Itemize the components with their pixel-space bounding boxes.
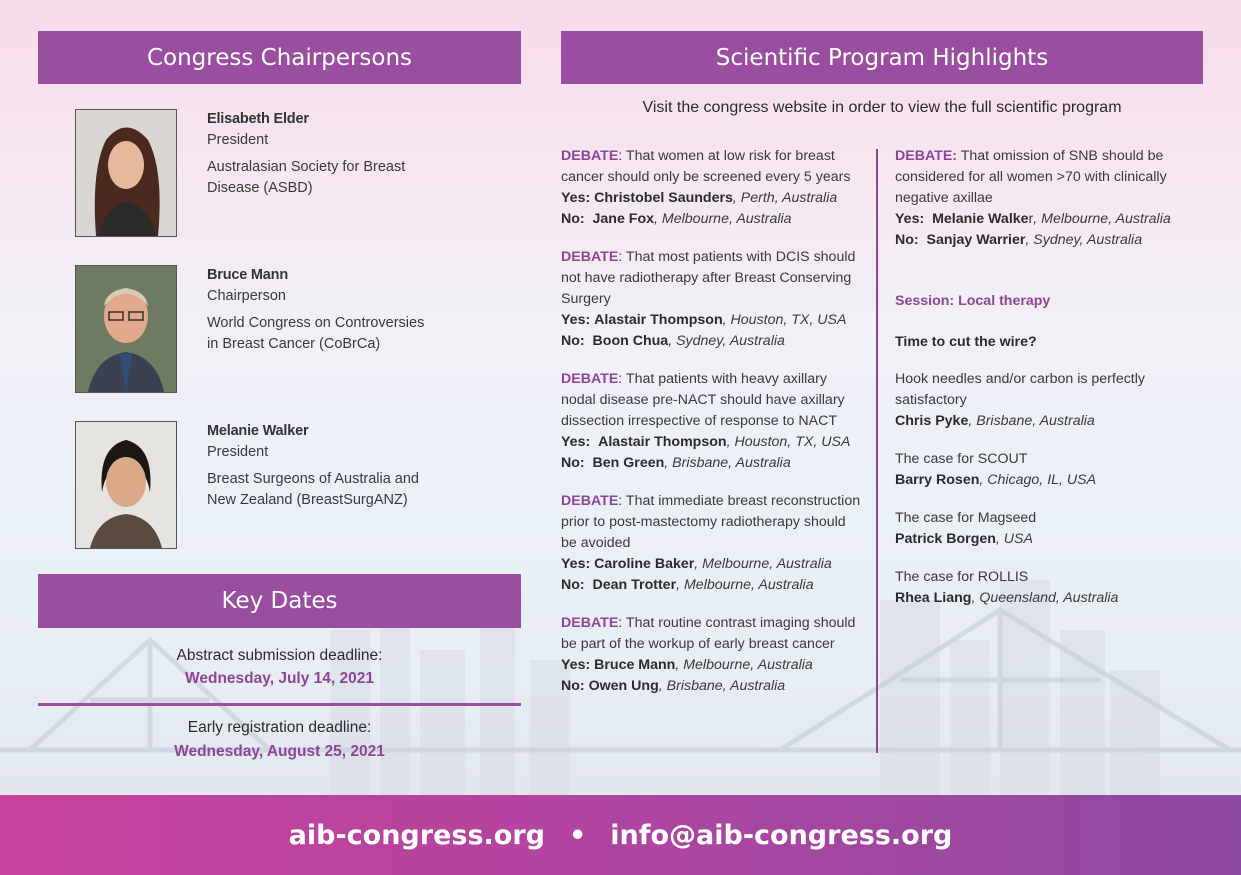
debate-label: DEBATE	[561, 493, 619, 509]
talk-title: The case for ROLLIS	[895, 569, 1029, 585]
photo-elisabeth-elder	[75, 109, 177, 237]
key-dates-divider	[38, 703, 521, 706]
key-date-label: Abstract submission deadline:	[176, 647, 383, 664]
no-speaker: Sanjay Warrier	[926, 232, 1026, 248]
no-speaker: Boon Chua	[592, 333, 669, 349]
debate-label: DEBATE	[561, 249, 619, 265]
yes-speaker: Caroline Baker	[594, 556, 695, 572]
photo-bruce-mann	[75, 265, 177, 393]
key-date-value: Wednesday, August 25, 2021	[174, 743, 385, 760]
no-speaker: Owen Ung	[588, 678, 659, 694]
talk-item	[895, 508, 1205, 550]
debate-label: DEBATE	[561, 615, 619, 631]
no-location: , Sydney, Australia	[1025, 232, 1143, 248]
no-speaker: Ben Green	[592, 455, 665, 471]
debate-item	[561, 146, 863, 230]
talk-location: , Queensland, Australia	[971, 590, 1119, 606]
chairperson-card	[75, 421, 535, 549]
no-label: No:	[561, 577, 585, 593]
yes-location: , Perth, Australia	[732, 190, 838, 206]
chairperson-card	[75, 265, 535, 393]
talk-title: The case for Magseed	[895, 510, 1037, 526]
yes-location: , Melbourne, Australia	[675, 657, 813, 673]
debate-text: : That routine contrast imaging should be part of the workup of early breast cancer	[561, 615, 856, 652]
no-label: No:	[561, 678, 585, 694]
yes-label: Yes:	[561, 190, 591, 206]
program-header	[561, 31, 1203, 84]
yes-label: Yes:	[561, 434, 591, 450]
talk-speaker: Rhea Liang	[895, 590, 972, 606]
yes-location: , Melbourne, Australia	[694, 556, 832, 572]
program-right-column	[895, 146, 1205, 626]
talk-location: , USA	[995, 531, 1033, 547]
session-title: Session: Local therapy	[895, 293, 1051, 309]
yes-label: Yes:	[561, 556, 591, 572]
chair-name: Bruce Mann	[207, 267, 288, 283]
debate-text: : That women at low risk for breast cancer should only be screened every 5 years	[561, 148, 851, 185]
key-dates-header	[38, 574, 521, 628]
photo-melanie-walker	[75, 421, 177, 549]
talk-speaker: Barry Rosen	[895, 472, 980, 488]
footer-bar	[0, 795, 1241, 875]
talk-title: Hook needles and/or carbon is perfectly satisfactory	[895, 371, 1145, 408]
website-link[interactable]: aib-congress.org	[288, 819, 545, 851]
yes-speaker: Alastair Thompson	[594, 312, 723, 328]
key-date-label: Early registration deadline:	[187, 719, 372, 736]
yes-speaker: Bruce Mann	[594, 657, 676, 673]
talk-item	[895, 369, 1205, 432]
chair-name: Elisabeth Elder	[207, 111, 309, 127]
yes-location: , Houston, TX, USA	[722, 312, 847, 328]
yes-speaker-tail: r	[1028, 211, 1034, 227]
chair-org: Australasian Society for Breast Disease (ASBD)	[207, 159, 406, 196]
program-intro: Visit the congress website in order to view the full scientific program	[642, 99, 1122, 116]
no-location: , Melbourne, Australia	[654, 211, 792, 227]
session-topic: Time to cut the wire?	[895, 334, 1037, 350]
chair-org: World Congress on Controversies in Breast Cancer (CoBrCa)	[207, 315, 425, 352]
no-label: No:	[895, 232, 919, 248]
yes-location: , Melbourne, Australia	[1033, 211, 1171, 227]
debate-item	[561, 613, 863, 697]
debate-label: DEBATE	[561, 371, 619, 387]
yes-label: Yes:	[895, 211, 925, 227]
no-speaker: Jane Fox	[592, 211, 655, 227]
debate-text: That omission of SNB should be considered for all women >70 with clinically negative axillae	[895, 148, 1167, 206]
email-link[interactable]: info@aib-congress.org	[610, 819, 953, 851]
yes-speaker: Christobel Saunders	[594, 190, 733, 206]
talk-title: The case for SCOUT	[895, 451, 1028, 467]
debate-label: DEBATE:	[895, 148, 958, 164]
key-date-value: Wednesday, July 14, 2021	[185, 670, 374, 687]
no-speaker: Dean Trotter	[592, 577, 677, 593]
no-label: No:	[561, 333, 585, 349]
program-column-divider	[876, 149, 878, 753]
no-location: , Melbourne, Australia	[676, 577, 814, 593]
key-dates-title: Key Dates	[221, 588, 338, 614]
talk-location: , Brisbane, Australia	[968, 413, 1095, 429]
yes-label: Yes:	[561, 312, 591, 328]
debates-left-column	[561, 146, 863, 714]
yes-speaker: Alastair Thompson	[598, 434, 727, 450]
debate-item	[561, 491, 863, 596]
chair-role: President	[207, 444, 269, 460]
yes-label: Yes:	[561, 657, 591, 673]
debate-text: : That immediate breast reconstruction prior to post-mastectomy radiotherapy should be avoided	[561, 493, 861, 551]
chair-name: Melanie Walker	[207, 423, 309, 439]
chairperson-card	[75, 109, 535, 237]
chair-role: Chairperson	[207, 288, 286, 304]
chairpersons-title: Congress Chairpersons	[146, 44, 413, 71]
no-label: No:	[561, 211, 585, 227]
yes-speaker: Melanie Walke	[932, 211, 1029, 227]
talk-location: , Chicago, IL, USA	[979, 472, 1097, 488]
talk-speaker: Patrick Borgen	[895, 531, 996, 547]
chair-role: President	[207, 132, 269, 148]
debate-item	[561, 369, 863, 474]
no-label: No:	[561, 455, 585, 471]
debate-text: : That patients with heavy axillary nodal disease pre-NACT should have axillary dissection irrespective of response to NACT	[561, 371, 845, 429]
chair-org: Breast Surgeons of Australia and New Zealand (BreastSurgANZ)	[207, 471, 419, 508]
debate-item	[895, 146, 1205, 251]
talk-item	[895, 449, 1205, 491]
talk-speaker: Chris Pyke	[895, 413, 969, 429]
program-title: Scientific Program Highlights	[715, 44, 1049, 71]
no-location: , Brisbane, Australia	[664, 455, 791, 471]
footer-separator: •	[568, 819, 587, 851]
debate-item	[561, 247, 863, 352]
chairpersons-header	[38, 31, 521, 84]
debate-text: : That most patients with DCIS should not have radiotherapy after Breast Conserving Surgery	[561, 249, 856, 307]
yes-location: , Houston, TX, USA	[726, 434, 851, 450]
no-location: , Brisbane, Australia	[658, 678, 786, 694]
debate-label: DEBATE	[561, 148, 619, 164]
no-location: , Sydney, Australia	[668, 333, 785, 349]
talk-item	[895, 567, 1205, 609]
